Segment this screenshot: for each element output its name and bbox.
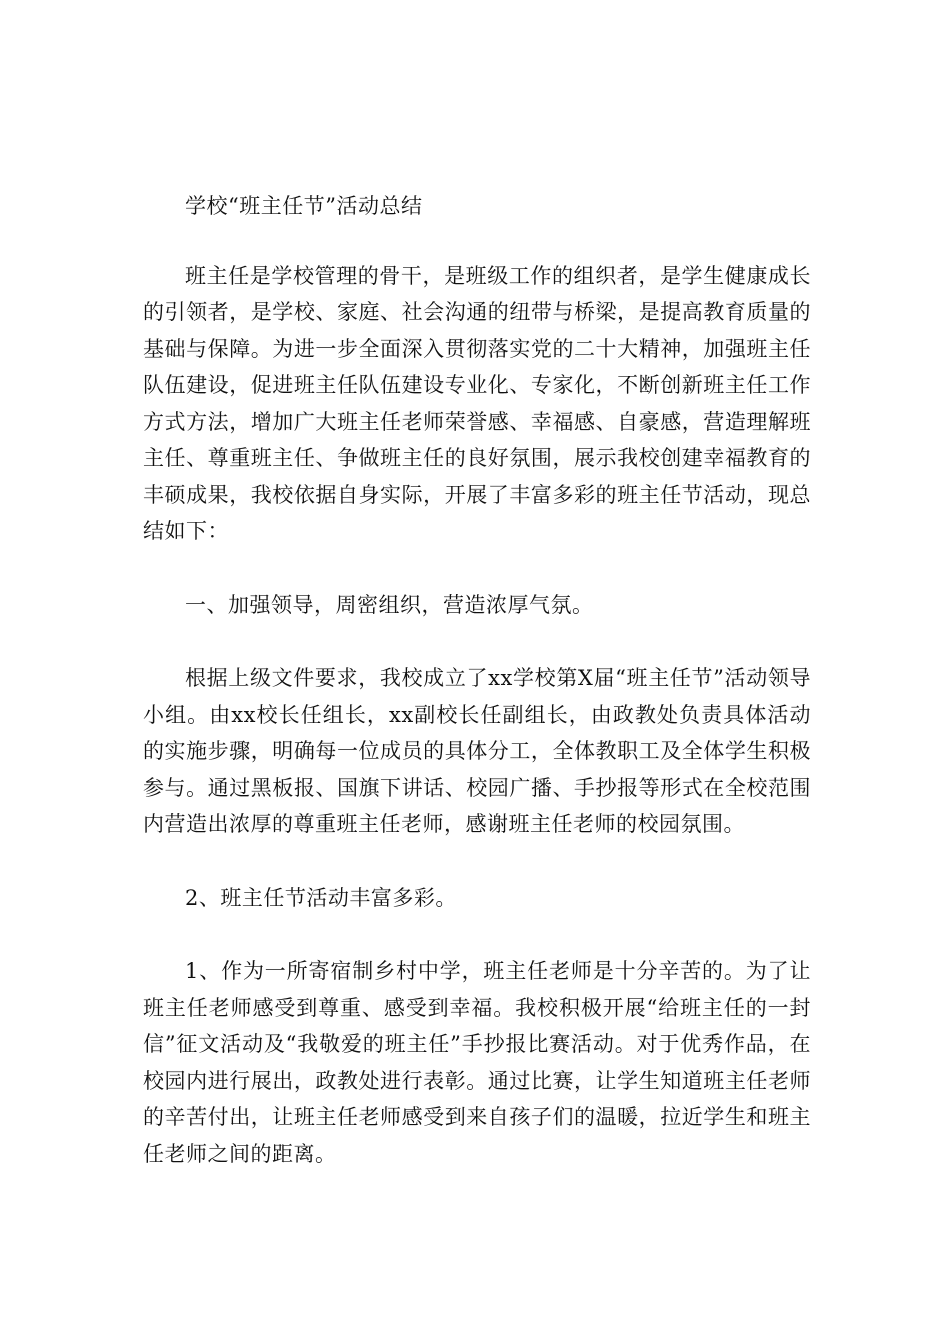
document-page — [143, 188, 811, 1172]
section-heading-1: 一、加强领导，周密组织，营造浓厚气氛。 — [185, 592, 594, 617]
section-1-paragraph: 根据上级文件要求，我校成立了xx学校第X届“班主任节”活动领导小组。由xx校长任组长，xx副校长任副组长，由政教处负责具体活动的实施步骤，明确每一位成员的具体分工，全体教职工及全体学生积极参与。通过黑板报、国旗下讲话、校园广播、手抄报等形式在全校范围内营造出浓厚的尊重班主任老师，感谢班主任老师的校园氛围。 — [143, 666, 811, 836]
document-title: 学校“班主任节”活动总结 — [185, 194, 423, 218]
section-2-paragraph: 1、作为一所寄宿制乡村中学，班主任老师是十分辛苦的。为了让班主任老师感受到尊重、感受到幸福。我校积极开展“给班主任的一封信”征文活动及“我敬爱的班主任”手抄报比赛活动。对于优秀作品，在校园内进行展出，政教处进行表彰。通过比赛，让学生知道班主任老师的辛苦付出，让班主任老师感受到来自孩子们的温暖，拉近学生和班主任老师之间的距离。 — [143, 959, 811, 1166]
intro-paragraph: 班主任是学校管理的骨干，是班级工作的组织者，是学生健康成长的引领者，是学校、家庭、社会沟通的纽带与桥梁，是提高教育质量的基础与保障。为进一步全面深入贯彻落实党的二十大精神，加强班主任队伍建设，促进班主任队伍建设专业化、专家化，不断创新班主任工作方式方法，增加广大班主任老师荣誉感、幸福感、自豪感，营造理解班主任、尊重班主任、争做班主任的良好氛围，展示我校创建幸福教育的丰硕成果，我校依据自身实际，开展了丰富多彩的班主任节活动，现总结如下： — [143, 263, 811, 543]
section-heading-2: 2、班主任节活动丰富多彩。 — [185, 885, 457, 910]
